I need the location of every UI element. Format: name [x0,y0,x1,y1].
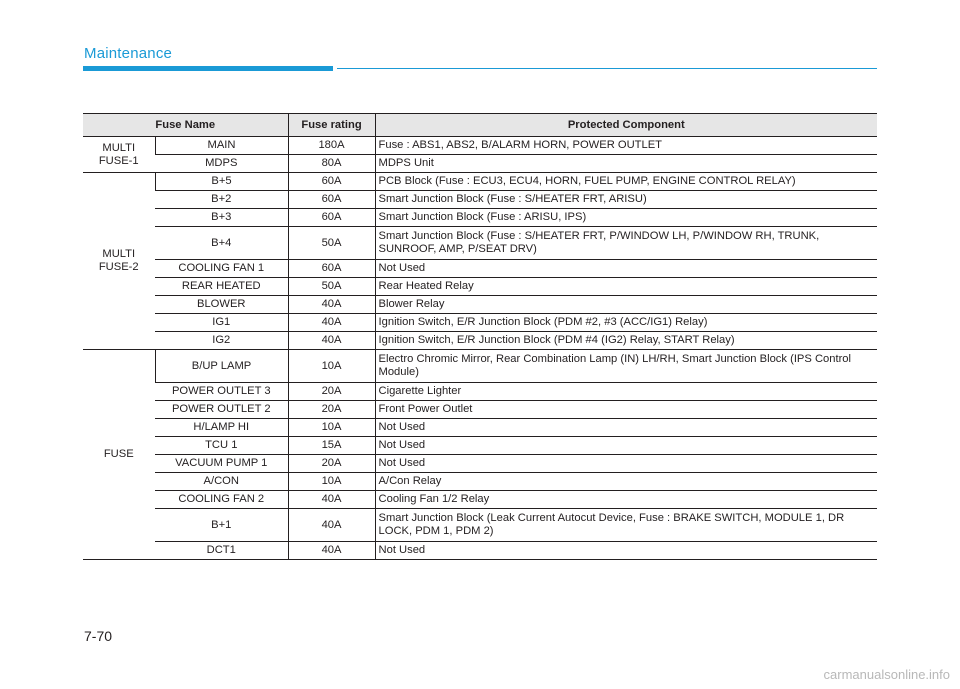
fuse-name-cell: REAR HEATED [155,278,288,296]
fuse-name-cell: B+5 [155,173,288,191]
protected-component-cell: Ignition Switch, E/R Junction Block (PDM #2, #3 (ACC/IG1) Relay) [375,314,877,332]
fuse-name-cell: H/LAMP HI [155,419,288,437]
protected-component-cell: Electro Chromic Mirror, Rear Combination Lamp (IN) LH/RH, Smart Junction Block (IPS Control Module) [375,350,877,383]
protected-component-cell: Smart Junction Block (Fuse : ARISU, IPS) [375,209,877,227]
protected-component-cell: Cigarette Lighter [375,383,877,401]
fuse-rating-cell: 40A [288,491,375,509]
fuse-rating-cell: 20A [288,383,375,401]
protected-component-cell: Not Used [375,542,877,560]
protected-component-cell: Smart Junction Block (Fuse : S/HEATER FRT, P/WINDOW LH, P/WINDOW RH, TRUNK, SUNROOF, AMP, P/SEAT DRV) [375,227,877,260]
protected-component-cell: MDPS Unit [375,155,877,173]
fuse-rating-cell: 60A [288,191,375,209]
fuse-rating-cell: 40A [288,542,375,560]
column-header-fuse-name: Fuse Name [83,114,288,137]
fuse-table [83,113,877,560]
protected-component-cell: Front Power Outlet [375,401,877,419]
fuse-rating-cell: 50A [288,278,375,296]
protected-component-cell: Cooling Fan 1/2 Relay [375,491,877,509]
table-header-row [83,114,877,137]
protected-component-cell: Not Used [375,455,877,473]
table-row [83,509,877,542]
fuse-name-cell: POWER OUTLET 3 [155,383,288,401]
fuse-rating-cell: 50A [288,227,375,260]
fuse-rating-cell: 60A [288,173,375,191]
fuse-name-cell: BLOWER [155,296,288,314]
watermark: carmanualsonline.info [823,667,950,682]
table-row [83,383,877,401]
fuse-name-cell: MDPS [155,155,288,173]
fuse-rating-cell: 40A [288,314,375,332]
fuse-rating-cell: 60A [288,209,375,227]
fuse-name-cell: IG1 [155,314,288,332]
fuse-rating-cell: 20A [288,455,375,473]
protected-component-cell: Ignition Switch, E/R Junction Block (PDM #4 (IG2) Relay, START Relay) [375,332,877,350]
fuse-name-cell: MAIN [155,137,288,155]
fuse-name-cell: DCT1 [155,542,288,560]
fuse-rating-cell: 40A [288,296,375,314]
fuse-name-cell: COOLING FAN 2 [155,491,288,509]
fuse-name-cell: IG2 [155,332,288,350]
fuse-rating-cell: 60A [288,260,375,278]
fuse-name-cell: COOLING FAN 1 [155,260,288,278]
fuse-table-body [83,137,877,560]
table-row [83,491,877,509]
fuse-name-cell: B+2 [155,191,288,209]
table-row [83,227,877,260]
protected-component-cell: Rear Heated Relay [375,278,877,296]
table-row [83,314,877,332]
header-accent-bar [83,66,333,71]
column-header-fuse-rating: Fuse rating [288,114,375,137]
protected-component-cell: Blower Relay [375,296,877,314]
fuse-rating-cell: 20A [288,401,375,419]
fuse-rating-cell: 80A [288,155,375,173]
protected-component-cell: PCB Block (Fuse : ECU3, ECU4, HORN, FUEL PUMP, ENGINE CONTROL RELAY) [375,173,877,191]
fuse-rating-cell: 40A [288,332,375,350]
table-row [83,278,877,296]
column-header-protected-component: Protected Component [375,114,877,137]
fuse-rating-cell: 10A [288,419,375,437]
fuse-name-cell: A/CON [155,473,288,491]
fuse-name-cell: VACUUM PUMP 1 [155,455,288,473]
protected-component-cell: Fuse : ABS1, ABS2, B/ALARM HORN, POWER OUTLET [375,137,877,155]
table-row [83,350,877,383]
protected-component-cell: Smart Junction Block (Leak Current Autocut Device, Fuse : BRAKE SWITCH, MODULE 1, DR LOCK, PDM 1, PDM 2) [375,509,877,542]
fuse-name-cell: B/UP LAMP [155,350,288,383]
section-title: Maintenance [84,45,173,62]
fuse-rating-cell: 10A [288,350,375,383]
fuse-name-cell: TCU 1 [155,437,288,455]
fuse-name-cell: POWER OUTLET 2 [155,401,288,419]
fuse-group-label: MULTI FUSE-2 [83,173,155,350]
table-row [83,296,877,314]
protected-component-cell: Not Used [375,419,877,437]
fuse-name-cell: B+4 [155,227,288,260]
table-row [83,401,877,419]
table-row [83,260,877,278]
table-row [83,473,877,491]
fuse-group-label: MULTI FUSE-1 [83,137,155,173]
protected-component-cell: Smart Junction Block (Fuse : S/HEATER FRT, ARISU) [375,191,877,209]
fuse-rating-cell: 180A [288,137,375,155]
page-number: 7-70 [84,628,113,644]
table-row [83,455,877,473]
protected-component-cell: Not Used [375,437,877,455]
fuse-rating-cell: 40A [288,509,375,542]
protected-component-cell: A/Con Relay [375,473,877,491]
table-row [83,137,877,155]
table-row [83,437,877,455]
header-rule [337,68,877,69]
fuse-rating-cell: 15A [288,437,375,455]
fuse-rating-cell: 10A [288,473,375,491]
table-row [83,155,877,173]
table-row [83,419,877,437]
table-row [83,173,877,191]
table-row [83,332,877,350]
table-row [83,542,877,560]
fuse-group-label: FUSE [83,350,155,560]
table-row [83,191,877,209]
protected-component-cell: Not Used [375,260,877,278]
table-row [83,209,877,227]
fuse-name-cell: B+1 [155,509,288,542]
fuse-name-cell: B+3 [155,209,288,227]
